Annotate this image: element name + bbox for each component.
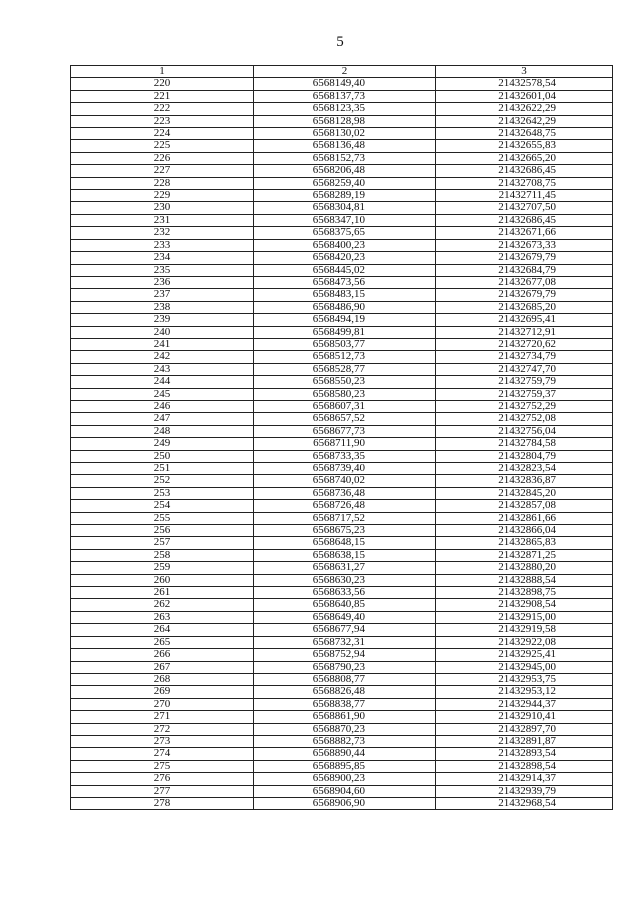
- coordinates-table: [70, 65, 613, 810]
- point-number-cell: 252: [71, 475, 254, 487]
- point-number-cell: 257: [71, 537, 254, 549]
- table-row: [71, 599, 613, 611]
- table-row: [71, 425, 613, 437]
- x-coordinate-cell: 6568512,73: [254, 351, 436, 363]
- x-coordinate-cell: 6568486,90: [254, 301, 436, 313]
- point-number-cell: 236: [71, 276, 254, 288]
- point-number-cell: 264: [71, 624, 254, 636]
- y-coordinate-cell: 21432861,66: [436, 512, 613, 524]
- x-coordinate-cell: 6568890,44: [254, 748, 436, 760]
- y-coordinate-cell: 21432919,58: [436, 624, 613, 636]
- table-header-row: [71, 66, 613, 78]
- point-number-cell: 278: [71, 797, 254, 809]
- x-coordinate-cell: 6568375,65: [254, 227, 436, 239]
- y-coordinate-cell: 21432939,79: [436, 785, 613, 797]
- point-number-cell: 259: [71, 562, 254, 574]
- y-coordinate-cell: 21432915,00: [436, 611, 613, 623]
- y-coordinate-cell: 21432891,87: [436, 735, 613, 747]
- table-row: [71, 177, 613, 189]
- y-coordinate-cell: 21432673,33: [436, 239, 613, 251]
- table-row: [71, 190, 613, 202]
- point-number-cell: 258: [71, 549, 254, 561]
- table-row: [71, 748, 613, 760]
- x-coordinate-cell: 6568149,40: [254, 78, 436, 90]
- point-number-cell: 253: [71, 487, 254, 499]
- x-coordinate-cell: 6568136,48: [254, 140, 436, 152]
- y-coordinate-cell: 21432720,62: [436, 338, 613, 350]
- point-number-cell: 243: [71, 363, 254, 375]
- table-row: [71, 500, 613, 512]
- table-row: [71, 264, 613, 276]
- y-coordinate-cell: 21432648,75: [436, 128, 613, 140]
- y-coordinate-cell: 21432857,08: [436, 500, 613, 512]
- point-number-cell: 234: [71, 252, 254, 264]
- table-row: [71, 351, 613, 363]
- y-coordinate-cell: 21432671,66: [436, 227, 613, 239]
- x-coordinate-cell: 6568826,48: [254, 686, 436, 698]
- x-coordinate-cell: 6568304,81: [254, 202, 436, 214]
- point-number-cell: 239: [71, 314, 254, 326]
- point-number-cell: 237: [71, 289, 254, 301]
- y-coordinate-cell: 21432908,54: [436, 599, 613, 611]
- table-row: [71, 338, 613, 350]
- x-coordinate-cell: 6568900,23: [254, 773, 436, 785]
- column-header-1: 1: [71, 66, 254, 78]
- table-row: [71, 140, 613, 152]
- table-row: [71, 686, 613, 698]
- y-coordinate-cell: 21432784,58: [436, 438, 613, 450]
- y-coordinate-cell: 21432945,00: [436, 661, 613, 673]
- x-coordinate-cell: 6568445,02: [254, 264, 436, 276]
- table-row: [71, 512, 613, 524]
- x-coordinate-cell: 6568657,52: [254, 413, 436, 425]
- y-coordinate-cell: 21432804,79: [436, 450, 613, 462]
- table-row: [71, 624, 613, 636]
- x-coordinate-cell: 6568808,77: [254, 673, 436, 685]
- table-row: [71, 90, 613, 102]
- y-coordinate-cell: 21432893,54: [436, 748, 613, 760]
- point-number-cell: 254: [71, 500, 254, 512]
- y-coordinate-cell: 21432685,20: [436, 301, 613, 313]
- y-coordinate-cell: 21432898,75: [436, 587, 613, 599]
- point-number-cell: 224: [71, 128, 254, 140]
- y-coordinate-cell: 21432944,37: [436, 698, 613, 710]
- point-number-cell: 275: [71, 760, 254, 772]
- x-coordinate-cell: 6568123,35: [254, 103, 436, 115]
- table-row: [71, 549, 613, 561]
- point-number-cell: 271: [71, 711, 254, 723]
- x-coordinate-cell: 6568473,56: [254, 276, 436, 288]
- x-coordinate-cell: 6568790,23: [254, 661, 436, 673]
- y-coordinate-cell: 21432845,20: [436, 487, 613, 499]
- column-header-3: 3: [436, 66, 613, 78]
- table-row: [71, 128, 613, 140]
- y-coordinate-cell: 21432642,29: [436, 115, 613, 127]
- point-number-cell: 272: [71, 723, 254, 735]
- point-number-cell: 266: [71, 649, 254, 661]
- point-number-cell: 230: [71, 202, 254, 214]
- x-coordinate-cell: 6568631,27: [254, 562, 436, 574]
- y-coordinate-cell: 21432759,79: [436, 376, 613, 388]
- table-row: [71, 227, 613, 239]
- x-coordinate-cell: 6568711,90: [254, 438, 436, 450]
- point-number-cell: 241: [71, 338, 254, 350]
- table-row: [71, 400, 613, 412]
- y-coordinate-cell: 21432914,37: [436, 773, 613, 785]
- y-coordinate-cell: 21432734,79: [436, 351, 613, 363]
- point-number-cell: 262: [71, 599, 254, 611]
- x-coordinate-cell: 6568638,15: [254, 549, 436, 561]
- x-coordinate-cell: 6568838,77: [254, 698, 436, 710]
- x-coordinate-cell: 6568206,48: [254, 165, 436, 177]
- y-coordinate-cell: 21432677,08: [436, 276, 613, 288]
- y-coordinate-cell: 21432871,25: [436, 549, 613, 561]
- table-row: [71, 78, 613, 90]
- x-coordinate-cell: 6568550,23: [254, 376, 436, 388]
- page-number: 5: [336, 34, 344, 50]
- point-number-cell: 249: [71, 438, 254, 450]
- y-coordinate-cell: 21432655,83: [436, 140, 613, 152]
- x-coordinate-cell: 6568736,48: [254, 487, 436, 499]
- table-row: [71, 363, 613, 375]
- x-coordinate-cell: 6568726,48: [254, 500, 436, 512]
- point-number-cell: 248: [71, 425, 254, 437]
- x-coordinate-cell: 6568640,85: [254, 599, 436, 611]
- y-coordinate-cell: 21432880,20: [436, 562, 613, 574]
- x-coordinate-cell: 6568675,23: [254, 525, 436, 537]
- x-coordinate-cell: 6568630,23: [254, 574, 436, 586]
- y-coordinate-cell: 21432622,29: [436, 103, 613, 115]
- point-number-cell: 277: [71, 785, 254, 797]
- table-row: [71, 463, 613, 475]
- point-number-cell: 260: [71, 574, 254, 586]
- x-coordinate-cell: 6568648,15: [254, 537, 436, 549]
- point-number-cell: 225: [71, 140, 254, 152]
- x-coordinate-cell: 6568733,35: [254, 450, 436, 462]
- y-coordinate-cell: 21432752,29: [436, 400, 613, 412]
- table-row: [71, 661, 613, 673]
- table-body: [71, 78, 613, 810]
- point-number-cell: 276: [71, 773, 254, 785]
- point-number-cell: 221: [71, 90, 254, 102]
- y-coordinate-cell: 21432953,12: [436, 686, 613, 698]
- table-row: [71, 276, 613, 288]
- table-row: [71, 438, 613, 450]
- table-row: [71, 760, 613, 772]
- y-coordinate-cell: 21432756,04: [436, 425, 613, 437]
- y-coordinate-cell: 21432968,54: [436, 797, 613, 809]
- x-coordinate-cell: 6568740,02: [254, 475, 436, 487]
- table-row: [71, 574, 613, 586]
- y-coordinate-cell: 21432601,04: [436, 90, 613, 102]
- x-coordinate-cell: 6568904,60: [254, 785, 436, 797]
- x-coordinate-cell: 6568130,02: [254, 128, 436, 140]
- point-number-cell: 240: [71, 326, 254, 338]
- x-coordinate-cell: 6568347,10: [254, 214, 436, 226]
- x-coordinate-cell: 6568152,73: [254, 152, 436, 164]
- table-row: [71, 115, 613, 127]
- point-number-cell: 269: [71, 686, 254, 698]
- point-number-cell: 273: [71, 735, 254, 747]
- point-number-cell: 250: [71, 450, 254, 462]
- y-coordinate-cell: 21432752,08: [436, 413, 613, 425]
- point-number-cell: 256: [71, 525, 254, 537]
- table-row: [71, 202, 613, 214]
- table-row: [71, 698, 613, 710]
- table-row: [71, 314, 613, 326]
- point-number-cell: 233: [71, 239, 254, 251]
- x-coordinate-cell: 6568677,94: [254, 624, 436, 636]
- point-number-cell: 226: [71, 152, 254, 164]
- table-row: [71, 487, 613, 499]
- y-coordinate-cell: 21432866,04: [436, 525, 613, 537]
- y-coordinate-cell: 21432823,54: [436, 463, 613, 475]
- table-row: [71, 649, 613, 661]
- table-row: [71, 413, 613, 425]
- table-row: [71, 103, 613, 115]
- x-coordinate-cell: 6568483,15: [254, 289, 436, 301]
- table-row: [71, 587, 613, 599]
- x-coordinate-cell: 6568906,90: [254, 797, 436, 809]
- table-row: [71, 711, 613, 723]
- x-coordinate-cell: 6568528,77: [254, 363, 436, 375]
- x-coordinate-cell: 6568289,19: [254, 190, 436, 202]
- point-number-cell: 245: [71, 388, 254, 400]
- table-row: [71, 152, 613, 164]
- table-row: [71, 239, 613, 251]
- point-number-cell: 261: [71, 587, 254, 599]
- x-coordinate-cell: 6568137,73: [254, 90, 436, 102]
- x-coordinate-cell: 6568739,40: [254, 463, 436, 475]
- y-coordinate-cell: 21432898,54: [436, 760, 613, 772]
- table-row: [71, 537, 613, 549]
- x-coordinate-cell: 6568870,23: [254, 723, 436, 735]
- x-coordinate-cell: 6568503,77: [254, 338, 436, 350]
- point-number-cell: 231: [71, 214, 254, 226]
- y-coordinate-cell: 21432686,45: [436, 165, 613, 177]
- point-number-cell: 228: [71, 177, 254, 189]
- point-number-cell: 265: [71, 636, 254, 648]
- table-row: [71, 326, 613, 338]
- x-coordinate-cell: 6568259,40: [254, 177, 436, 189]
- table-row: [71, 376, 613, 388]
- x-coordinate-cell: 6568861,90: [254, 711, 436, 723]
- table-row: [71, 289, 613, 301]
- y-coordinate-cell: 21432836,87: [436, 475, 613, 487]
- point-number-cell: 246: [71, 400, 254, 412]
- y-coordinate-cell: 21432707,50: [436, 202, 613, 214]
- y-coordinate-cell: 21432865,83: [436, 537, 613, 549]
- x-coordinate-cell: 6568400,23: [254, 239, 436, 251]
- point-number-cell: 255: [71, 512, 254, 524]
- point-number-cell: 270: [71, 698, 254, 710]
- x-coordinate-cell: 6568677,73: [254, 425, 436, 437]
- table-row: [71, 214, 613, 226]
- x-coordinate-cell: 6568752,94: [254, 649, 436, 661]
- point-number-cell: 267: [71, 661, 254, 673]
- y-coordinate-cell: 21432708,75: [436, 177, 613, 189]
- table-row: [71, 797, 613, 809]
- point-number-cell: 242: [71, 351, 254, 363]
- point-number-cell: 232: [71, 227, 254, 239]
- point-number-cell: 220: [71, 78, 254, 90]
- y-coordinate-cell: 21432759,37: [436, 388, 613, 400]
- table-row: [71, 673, 613, 685]
- y-coordinate-cell: 21432711,45: [436, 190, 613, 202]
- point-number-cell: 244: [71, 376, 254, 388]
- y-coordinate-cell: 21432897,70: [436, 723, 613, 735]
- point-number-cell: 229: [71, 190, 254, 202]
- x-coordinate-cell: 6568499,81: [254, 326, 436, 338]
- y-coordinate-cell: 21432665,20: [436, 152, 613, 164]
- y-coordinate-cell: 21432747,70: [436, 363, 613, 375]
- x-coordinate-cell: 6568607,31: [254, 400, 436, 412]
- x-coordinate-cell: 6568633,56: [254, 587, 436, 599]
- point-number-cell: 274: [71, 748, 254, 760]
- point-number-cell: 235: [71, 264, 254, 276]
- table-row: [71, 723, 613, 735]
- table-row: [71, 785, 613, 797]
- point-number-cell: 263: [71, 611, 254, 623]
- table-row: [71, 611, 613, 623]
- point-number-cell: 227: [71, 165, 254, 177]
- table-row: [71, 735, 613, 747]
- point-number-cell: 251: [71, 463, 254, 475]
- table-row: [71, 165, 613, 177]
- y-coordinate-cell: 21432679,79: [436, 289, 613, 301]
- point-number-cell: 222: [71, 103, 254, 115]
- x-coordinate-cell: 6568882,73: [254, 735, 436, 747]
- x-coordinate-cell: 6568649,40: [254, 611, 436, 623]
- y-coordinate-cell: 21432953,75: [436, 673, 613, 685]
- y-coordinate-cell: 21432888,54: [436, 574, 613, 586]
- y-coordinate-cell: 21432910,41: [436, 711, 613, 723]
- table-row: [71, 450, 613, 462]
- x-coordinate-cell: 6568717,52: [254, 512, 436, 524]
- x-coordinate-cell: 6568420,23: [254, 252, 436, 264]
- y-coordinate-cell: 21432695,41: [436, 314, 613, 326]
- x-coordinate-cell: 6568580,23: [254, 388, 436, 400]
- table-row: [71, 773, 613, 785]
- table-row: [71, 475, 613, 487]
- y-coordinate-cell: 21432686,45: [436, 214, 613, 226]
- column-header-2: 2: [254, 66, 436, 78]
- y-coordinate-cell: 21432712,91: [436, 326, 613, 338]
- y-coordinate-cell: 21432922,08: [436, 636, 613, 648]
- table-row: [71, 388, 613, 400]
- x-coordinate-cell: 6568732,31: [254, 636, 436, 648]
- y-coordinate-cell: 21432925,41: [436, 649, 613, 661]
- point-number-cell: 238: [71, 301, 254, 313]
- y-coordinate-cell: 21432679,79: [436, 252, 613, 264]
- table-row: [71, 525, 613, 537]
- point-number-cell: 268: [71, 673, 254, 685]
- table-row: [71, 252, 613, 264]
- point-number-cell: 247: [71, 413, 254, 425]
- x-coordinate-cell: 6568895,85: [254, 760, 436, 772]
- table-row: [71, 562, 613, 574]
- table-row: [71, 636, 613, 648]
- x-coordinate-cell: 6568494,19: [254, 314, 436, 326]
- x-coordinate-cell: 6568128,98: [254, 115, 436, 127]
- point-number-cell: 223: [71, 115, 254, 127]
- y-coordinate-cell: 21432684,79: [436, 264, 613, 276]
- table-row: [71, 301, 613, 313]
- y-coordinate-cell: 21432578,54: [436, 78, 613, 90]
